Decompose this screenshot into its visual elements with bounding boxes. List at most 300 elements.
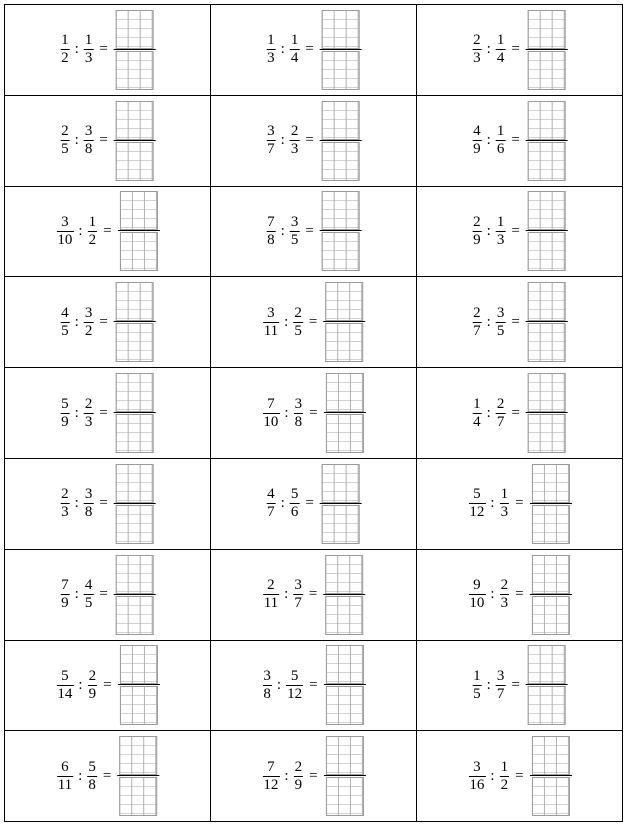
denominator: 6 bbox=[290, 504, 299, 521]
division-problem bbox=[59, 101, 156, 181]
answer-numerator-grid[interactable] bbox=[116, 10, 154, 49]
answer-denominator-grid[interactable] bbox=[326, 777, 364, 816]
equals-sign: = bbox=[515, 586, 524, 603]
problem-row bbox=[5, 5, 623, 96]
equals-sign: = bbox=[103, 222, 112, 239]
denominator: 7 bbox=[294, 595, 302, 612]
dividend-fraction bbox=[60, 486, 70, 521]
division-sign: : bbox=[490, 586, 495, 603]
dividend-fraction bbox=[472, 396, 482, 431]
denominator: 7 bbox=[496, 685, 505, 702]
denominator: 3 bbox=[84, 50, 93, 67]
denominator: 3 bbox=[267, 50, 275, 67]
equals-sign: = bbox=[99, 495, 108, 512]
division-sign: : bbox=[284, 404, 289, 421]
answer-denominator-grid[interactable] bbox=[116, 414, 154, 453]
division-problem bbox=[471, 645, 568, 725]
division-sign: : bbox=[74, 313, 79, 330]
division-sign: : bbox=[486, 132, 491, 149]
divisor-fraction bbox=[88, 214, 98, 249]
divisor-fraction bbox=[290, 486, 300, 521]
answer-box[interactable] bbox=[530, 464, 572, 544]
division-sign: : bbox=[78, 767, 83, 784]
divisor-fraction bbox=[496, 396, 506, 431]
dividend-fraction bbox=[57, 759, 73, 794]
divisor-fraction bbox=[290, 32, 300, 67]
division-problem bbox=[467, 736, 571, 816]
dividend-fraction bbox=[60, 577, 70, 612]
answer-fraction-line bbox=[118, 230, 160, 231]
answer-fraction-line bbox=[114, 503, 156, 504]
numerator: 3 bbox=[84, 123, 93, 140]
answer-box[interactable] bbox=[320, 464, 362, 544]
equals-sign: = bbox=[308, 586, 318, 603]
answer-denominator-grid[interactable] bbox=[116, 51, 154, 90]
answer-fraction-line bbox=[320, 49, 362, 50]
denominator: 7 bbox=[496, 413, 505, 430]
answer-box[interactable] bbox=[324, 736, 366, 816]
problem-cell bbox=[5, 731, 211, 822]
answer-fraction-line bbox=[324, 412, 366, 413]
answer-fraction-line bbox=[114, 140, 156, 141]
division-problem bbox=[59, 555, 156, 635]
denominator: 7 bbox=[473, 322, 481, 339]
denominator: 9 bbox=[294, 776, 303, 793]
problem-row bbox=[5, 640, 623, 731]
dividend-fraction bbox=[56, 668, 73, 703]
denominator: 2 bbox=[61, 50, 69, 67]
answer-fraction-line bbox=[324, 775, 366, 776]
numerator: 2 bbox=[496, 395, 505, 412]
answer-box[interactable] bbox=[526, 282, 568, 362]
answer-denominator-grid[interactable] bbox=[326, 414, 364, 453]
answer-fraction-line bbox=[114, 594, 156, 595]
answer-box[interactable] bbox=[323, 282, 365, 362]
answer-box[interactable] bbox=[118, 191, 160, 271]
answer-fraction-line bbox=[114, 412, 156, 413]
denominator: 5 bbox=[61, 141, 69, 158]
numerator: 3 bbox=[294, 577, 302, 594]
answer-fraction-line bbox=[526, 321, 568, 322]
numerator: 5 bbox=[290, 486, 299, 503]
equals-sign: = bbox=[305, 495, 314, 512]
answer-numerator-grid[interactable] bbox=[322, 191, 360, 230]
division-sign: : bbox=[280, 41, 285, 58]
problem-cell bbox=[417, 368, 623, 459]
denominator: 10 bbox=[263, 413, 279, 430]
division-problem bbox=[265, 191, 362, 271]
division-problem bbox=[261, 373, 365, 453]
dividend-fraction bbox=[262, 396, 279, 431]
numerator: 1 bbox=[267, 32, 275, 49]
numerator: 3 bbox=[496, 304, 505, 321]
answer-box[interactable] bbox=[114, 464, 156, 544]
division-sign: : bbox=[486, 404, 491, 421]
answer-numerator-grid[interactable] bbox=[120, 191, 158, 230]
divisor-fraction bbox=[496, 32, 506, 67]
numerator: 5 bbox=[290, 667, 299, 684]
answer-denominator-grid[interactable] bbox=[528, 686, 566, 725]
division-problem bbox=[55, 645, 159, 725]
divisor-fraction bbox=[84, 32, 94, 67]
division-sign: : bbox=[486, 222, 491, 239]
problem-cell bbox=[5, 95, 211, 186]
answer-box[interactable] bbox=[114, 10, 156, 90]
division-problem bbox=[471, 282, 568, 362]
equals-sign: = bbox=[309, 767, 318, 784]
answer-denominator-grid[interactable] bbox=[326, 686, 364, 725]
equals-sign: = bbox=[515, 495, 524, 512]
denominator: 14 bbox=[57, 685, 73, 702]
denominator: 8 bbox=[267, 231, 275, 248]
answer-denominator-grid[interactable] bbox=[532, 777, 570, 816]
problem-cell bbox=[211, 731, 417, 822]
division-sign: : bbox=[284, 586, 289, 603]
answer-box[interactable] bbox=[320, 191, 362, 271]
numerator: 1 bbox=[473, 667, 481, 684]
problem-row bbox=[5, 458, 623, 549]
division-sign: : bbox=[486, 41, 491, 58]
answer-denominator-grid[interactable] bbox=[325, 596, 363, 635]
division-problem bbox=[467, 464, 571, 544]
answer-box[interactable] bbox=[526, 373, 568, 453]
divisor-fraction bbox=[496, 668, 506, 703]
denominator: 12 bbox=[469, 504, 485, 521]
answer-denominator-grid[interactable] bbox=[532, 596, 570, 635]
division-sign: : bbox=[78, 676, 83, 693]
answer-denominator-grid[interactable] bbox=[119, 777, 157, 816]
answer-box[interactable] bbox=[114, 555, 156, 635]
answer-denominator-grid[interactable] bbox=[116, 323, 154, 362]
answer-fraction-line bbox=[526, 49, 568, 50]
dividend-fraction bbox=[472, 214, 482, 249]
division-problem bbox=[471, 10, 568, 90]
equals-sign: = bbox=[515, 767, 524, 784]
answer-box[interactable] bbox=[526, 101, 568, 181]
numerator: 2 bbox=[473, 32, 481, 49]
divisor-fraction bbox=[294, 759, 304, 794]
divisor-fraction bbox=[87, 759, 97, 794]
answer-numerator-grid[interactable] bbox=[528, 10, 566, 49]
answer-denominator-grid[interactable] bbox=[322, 142, 360, 181]
answer-denominator-grid[interactable] bbox=[322, 232, 360, 271]
answer-numerator-grid[interactable] bbox=[119, 736, 157, 775]
divisor-fraction bbox=[84, 577, 94, 612]
problem-cell bbox=[417, 95, 623, 186]
answer-numerator-grid[interactable] bbox=[116, 101, 154, 140]
answer-denominator-grid[interactable] bbox=[120, 232, 158, 271]
problem-cell bbox=[211, 186, 417, 277]
problem-cell bbox=[417, 277, 623, 368]
answer-numerator-grid[interactable] bbox=[326, 736, 364, 775]
problem-cell bbox=[211, 277, 417, 368]
answer-fraction-line bbox=[320, 503, 362, 504]
division-sign: : bbox=[486, 313, 491, 330]
answer-box[interactable] bbox=[114, 101, 156, 181]
denominator: 3 bbox=[500, 504, 509, 521]
denominator: 3 bbox=[84, 413, 93, 430]
numerator: 1 bbox=[500, 758, 509, 775]
answer-box[interactable] bbox=[320, 10, 362, 90]
numerator: 2 bbox=[61, 486, 69, 503]
equals-sign: = bbox=[511, 313, 520, 330]
division-sign: : bbox=[74, 586, 79, 603]
denominator: 9 bbox=[61, 595, 69, 612]
answer-numerator-grid[interactable] bbox=[325, 555, 363, 594]
dividend-fraction bbox=[472, 123, 482, 158]
numerator: 3 bbox=[290, 213, 299, 230]
dividend-fraction bbox=[60, 123, 70, 158]
answer-denominator-grid[interactable] bbox=[116, 596, 154, 635]
numerator: 4 bbox=[473, 123, 481, 140]
answer-denominator-grid[interactable] bbox=[325, 323, 363, 362]
answer-fraction-line bbox=[530, 775, 572, 776]
division-problem bbox=[55, 191, 159, 271]
division-sign: : bbox=[276, 676, 282, 693]
denominator: 9 bbox=[473, 231, 481, 248]
division-sign: : bbox=[490, 767, 495, 784]
numerator: 2 bbox=[84, 395, 93, 412]
answer-numerator-grid[interactable] bbox=[528, 282, 566, 321]
dividend-fraction bbox=[60, 305, 70, 340]
problem-row bbox=[5, 277, 623, 368]
numerator: 6 bbox=[61, 758, 69, 775]
answer-numerator-grid[interactable] bbox=[322, 464, 360, 503]
answer-box[interactable] bbox=[530, 555, 572, 635]
equals-sign: = bbox=[511, 41, 520, 58]
answer-numerator-grid[interactable] bbox=[116, 464, 154, 503]
equals-sign: = bbox=[305, 222, 314, 239]
answer-denominator-grid[interactable] bbox=[528, 414, 566, 453]
problem-row bbox=[5, 549, 623, 640]
dividend-fraction bbox=[472, 668, 482, 703]
divisor-fraction bbox=[500, 486, 510, 521]
equals-sign: = bbox=[511, 222, 520, 239]
answer-numerator-grid[interactable] bbox=[325, 282, 363, 321]
division-problem bbox=[261, 736, 365, 816]
answer-fraction-line bbox=[114, 321, 156, 322]
dividend-fraction bbox=[266, 123, 276, 158]
divisor-fraction bbox=[496, 123, 506, 158]
answer-denominator-grid[interactable] bbox=[528, 232, 566, 271]
dividend-fraction bbox=[472, 32, 482, 67]
numerator: 1 bbox=[500, 486, 509, 503]
numerator: 1 bbox=[496, 123, 505, 140]
problem-cell bbox=[5, 640, 211, 731]
equals-sign: = bbox=[99, 404, 108, 421]
denominator: 5 bbox=[290, 231, 299, 248]
division-problem bbox=[471, 101, 568, 181]
denominator: 2 bbox=[88, 231, 97, 248]
problem-cell bbox=[5, 5, 211, 96]
division-sign: : bbox=[74, 404, 79, 421]
problem-cell bbox=[211, 5, 417, 96]
answer-numerator-grid[interactable] bbox=[532, 555, 570, 594]
divisor-fraction bbox=[84, 123, 94, 158]
numerator: 2 bbox=[473, 213, 481, 230]
answer-fraction-line bbox=[323, 594, 365, 595]
answer-denominator-grid[interactable] bbox=[528, 142, 566, 181]
divisor-fraction bbox=[290, 214, 300, 249]
answer-box[interactable] bbox=[324, 645, 366, 725]
answer-denominator-grid[interactable] bbox=[322, 505, 360, 544]
answer-box[interactable] bbox=[530, 736, 572, 816]
numerator: 2 bbox=[473, 304, 481, 321]
numerator: 2 bbox=[88, 667, 97, 684]
answer-numerator-grid[interactable] bbox=[116, 555, 154, 594]
numerator: 3 bbox=[267, 304, 275, 321]
divisor-fraction bbox=[293, 305, 303, 340]
numerator: 9 bbox=[473, 577, 481, 594]
denominator: 8 bbox=[88, 776, 96, 793]
problem-cell bbox=[5, 277, 211, 368]
numerator: 3 bbox=[263, 667, 271, 684]
answer-box[interactable] bbox=[114, 282, 156, 362]
numerator: 2 bbox=[61, 123, 69, 140]
answer-fraction-line bbox=[526, 140, 568, 141]
answer-numerator-grid[interactable] bbox=[528, 645, 566, 684]
numerator: 1 bbox=[496, 213, 505, 230]
answer-denominator-grid[interactable] bbox=[528, 51, 566, 90]
problem-cell bbox=[5, 368, 211, 459]
denominator: 5 bbox=[61, 322, 69, 339]
answer-numerator-grid[interactable] bbox=[322, 10, 360, 49]
answer-fraction-line bbox=[117, 775, 159, 776]
numerator: 3 bbox=[473, 758, 481, 775]
denominator: 5 bbox=[473, 685, 481, 702]
denominator: 3 bbox=[496, 231, 505, 248]
answer-numerator-grid[interactable] bbox=[322, 101, 360, 140]
answer-fraction-line bbox=[530, 503, 572, 504]
dividend-fraction bbox=[468, 759, 485, 794]
answer-denominator-grid[interactable] bbox=[120, 686, 158, 725]
division-sign: : bbox=[280, 132, 285, 149]
answer-fraction-line bbox=[324, 684, 366, 685]
problem-cell bbox=[5, 549, 211, 640]
numerator: 1 bbox=[84, 32, 93, 49]
answer-numerator-grid[interactable] bbox=[528, 101, 566, 140]
answer-fraction-line bbox=[526, 412, 568, 413]
answer-denominator-grid[interactable] bbox=[528, 323, 566, 362]
answer-box[interactable] bbox=[526, 10, 568, 90]
answer-box[interactable] bbox=[526, 645, 568, 725]
answer-denominator-grid[interactable] bbox=[532, 505, 570, 544]
answer-numerator-grid[interactable] bbox=[116, 282, 154, 321]
answer-fraction-line bbox=[118, 684, 160, 685]
division-problem bbox=[265, 10, 362, 90]
division-problem bbox=[56, 736, 160, 816]
numerator: 3 bbox=[496, 667, 505, 684]
divisor-fraction bbox=[496, 214, 506, 249]
numerator: 7 bbox=[267, 758, 275, 775]
numerator: 3 bbox=[267, 123, 275, 140]
division-problem bbox=[261, 645, 365, 725]
denominator: 3 bbox=[500, 595, 509, 612]
numerator: 5 bbox=[473, 486, 481, 503]
division-sign: : bbox=[280, 222, 285, 239]
answer-box[interactable] bbox=[118, 645, 160, 725]
numerator: 3 bbox=[61, 213, 69, 230]
division-problem bbox=[471, 191, 568, 271]
denominator: 3 bbox=[290, 141, 299, 158]
problem-cell bbox=[417, 731, 623, 822]
numerator: 2 bbox=[267, 577, 275, 594]
denominator: 4 bbox=[473, 413, 481, 430]
denominator: 11 bbox=[57, 776, 73, 793]
problem-row bbox=[5, 731, 623, 822]
dividend-fraction bbox=[266, 32, 276, 67]
denominator: 16 bbox=[469, 776, 485, 793]
answer-box[interactable] bbox=[320, 101, 362, 181]
denominator: 11 bbox=[263, 595, 279, 612]
numerator: 5 bbox=[88, 758, 96, 775]
denominator: 9 bbox=[61, 413, 69, 430]
answer-fraction-line bbox=[530, 594, 572, 595]
denominator: 5 bbox=[84, 595, 93, 612]
division-problem bbox=[59, 464, 156, 544]
answer-numerator-grid[interactable] bbox=[116, 373, 154, 412]
answer-numerator-grid[interactable] bbox=[326, 373, 364, 412]
problem-cell bbox=[417, 458, 623, 549]
answer-denominator-grid[interactable] bbox=[116, 505, 154, 544]
denominator: 7 bbox=[267, 504, 275, 521]
problem-cell bbox=[417, 549, 623, 640]
problem-cell bbox=[417, 5, 623, 96]
problem-cell bbox=[211, 95, 417, 186]
equals-sign: = bbox=[99, 132, 108, 149]
answer-numerator-grid[interactable] bbox=[528, 191, 566, 230]
answer-box[interactable] bbox=[114, 373, 156, 453]
numerator: 7 bbox=[61, 577, 69, 594]
numerator: 5 bbox=[61, 395, 69, 412]
problem-cell bbox=[417, 640, 623, 731]
equals-sign: = bbox=[99, 586, 108, 603]
division-sign: : bbox=[280, 495, 285, 512]
answer-numerator-grid[interactable] bbox=[532, 736, 570, 775]
problem-row bbox=[5, 95, 623, 186]
divisor-fraction bbox=[496, 305, 506, 340]
answer-box[interactable] bbox=[117, 736, 159, 816]
division-sign: : bbox=[284, 313, 289, 330]
answer-numerator-grid[interactable] bbox=[528, 373, 566, 412]
problem-cell bbox=[417, 186, 623, 277]
denominator: 12 bbox=[287, 685, 303, 702]
equals-sign: = bbox=[309, 676, 318, 693]
divisor-fraction bbox=[84, 396, 94, 431]
answer-box[interactable] bbox=[324, 373, 366, 453]
dividend-fraction bbox=[468, 486, 485, 521]
dividend-fraction bbox=[266, 486, 276, 521]
equals-sign: = bbox=[309, 404, 318, 421]
equals-sign: = bbox=[99, 41, 108, 58]
answer-denominator-grid[interactable] bbox=[322, 51, 360, 90]
answer-box[interactable] bbox=[323, 555, 365, 635]
problem-cell bbox=[5, 186, 211, 277]
answer-numerator-grid[interactable] bbox=[120, 645, 158, 684]
answer-denominator-grid[interactable] bbox=[116, 142, 154, 181]
equals-sign: = bbox=[99, 313, 108, 330]
equals-sign: = bbox=[102, 767, 112, 784]
divisor-fraction bbox=[290, 123, 300, 158]
division-sign: : bbox=[490, 495, 495, 512]
numerator: 1 bbox=[290, 32, 299, 49]
problem-cell bbox=[211, 458, 417, 549]
answer-fraction-line bbox=[323, 321, 365, 322]
answer-numerator-grid[interactable] bbox=[326, 645, 364, 684]
answer-box[interactable] bbox=[526, 191, 568, 271]
answer-numerator-grid[interactable] bbox=[532, 464, 570, 503]
dividend-fraction bbox=[468, 577, 485, 612]
